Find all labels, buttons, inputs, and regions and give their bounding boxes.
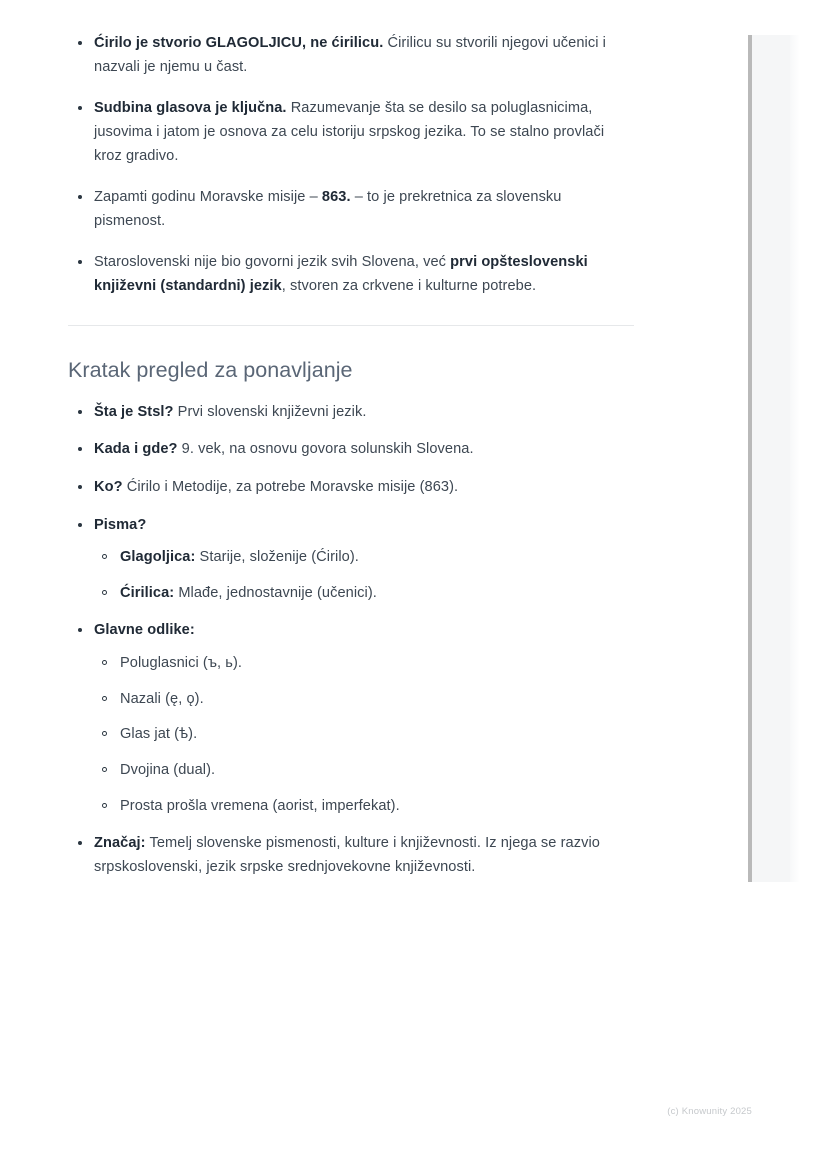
list-item-text: Zapamti godinu Moravske misije – xyxy=(94,189,322,206)
list-item xyxy=(94,724,636,746)
list-item xyxy=(68,251,636,298)
copyright-text: (c) Knowunity 2025 xyxy=(667,1106,752,1117)
list-item-text: Staroslovenski nije bio govorni jezik svih Slovena, već xyxy=(94,254,451,271)
list-item xyxy=(68,32,636,79)
list-item xyxy=(94,796,636,818)
list-item xyxy=(68,438,636,462)
list-item-emphasis: Ćirilica: xyxy=(120,585,175,602)
list-item-text: Poluglasnici (ъ, ь). xyxy=(120,654,243,671)
document-content xyxy=(68,32,636,893)
list-item xyxy=(94,653,636,675)
list-item-text: 9. vek, na osnovu govora solunskih Slovena. xyxy=(177,441,474,458)
list-item-text: Mlađe, jednostavnije (učenici). xyxy=(174,585,377,602)
list-item-emphasis: Šta je Stsl? xyxy=(94,403,174,420)
list-item-text: – to je prekretnica za slovensku pismenost. xyxy=(94,189,562,229)
list-item-emphasis: Glavne odlike: xyxy=(94,621,195,638)
list-item-emphasis: Glagoljica: xyxy=(120,549,196,566)
review-section-heading: Kratak pregled za ponavljanje xyxy=(68,357,353,382)
list-item xyxy=(68,832,636,879)
list-item xyxy=(68,476,636,500)
review-list xyxy=(68,401,636,880)
list-item-emphasis: Pisma? xyxy=(94,516,147,533)
list-item-emphasis: Sudbina glasova je ključna. xyxy=(94,100,287,117)
list-item-emphasis: prvi opšteslovenski književni (standardni) jezik xyxy=(94,254,588,295)
list-item-text: , stvoren za crkvene i kulturne potrebe. xyxy=(281,278,537,295)
sub-list xyxy=(94,547,636,605)
list-item xyxy=(94,547,636,569)
list-item xyxy=(68,401,636,425)
page-edge-shadow xyxy=(790,35,800,882)
list-item-text: Glas jat (ѣ). xyxy=(120,726,198,743)
list-item xyxy=(94,689,636,711)
sub-list xyxy=(94,653,636,818)
section-divider xyxy=(68,325,634,326)
list-item xyxy=(94,760,636,782)
list-item-text: Starije, složenije (Ćirilo). xyxy=(195,549,359,566)
key-points-list xyxy=(68,32,636,299)
page-scrollbar[interactable] xyxy=(748,35,790,882)
list-item-text: Nazali (ę, ǫ). xyxy=(120,690,204,707)
list-item-emphasis: Ko? xyxy=(94,478,123,495)
list-item-emphasis: Značaj: xyxy=(94,835,146,852)
list-item-text: Temelj slovenske pismenosti, kulture i književnosti. Iz njega se razvio srpskoslovenski, jezik srpske srednjovekovne književnosti. xyxy=(94,835,600,875)
list-item xyxy=(68,619,636,818)
page-footer xyxy=(0,1101,790,1119)
list-item-text: Prvi slovenski književni jezik. xyxy=(173,403,367,420)
list-item xyxy=(68,186,636,233)
list-item xyxy=(68,514,636,605)
list-item xyxy=(68,97,636,168)
list-item-text: Dvojina (dual). xyxy=(120,762,216,779)
list-item-text: Ćirilicu su stvorili njegovi učenici i nazvali je njemu u čast. xyxy=(94,35,606,75)
list-item-emphasis: Ćirilo je stvorio GLAGOLJICU, ne ćirilicu. xyxy=(94,35,384,51)
list-item-text: Ćirilo i Metodije, za potrebe Moravske misije (863). xyxy=(122,478,459,495)
list-item-emphasis: 863. xyxy=(321,189,351,206)
list-item-text: Prosta prošla vremena (aorist, imperfekat). xyxy=(120,798,400,815)
list-item-text: Razumevanje šta se desilo sa poluglasnicima, jusovima i jatom je osnova za celu istoriju srpskog jezika. To se stalno provlači kroz gradivo. xyxy=(94,100,605,164)
list-item-emphasis: Kada i gde? xyxy=(94,441,178,458)
list-item xyxy=(94,583,636,605)
